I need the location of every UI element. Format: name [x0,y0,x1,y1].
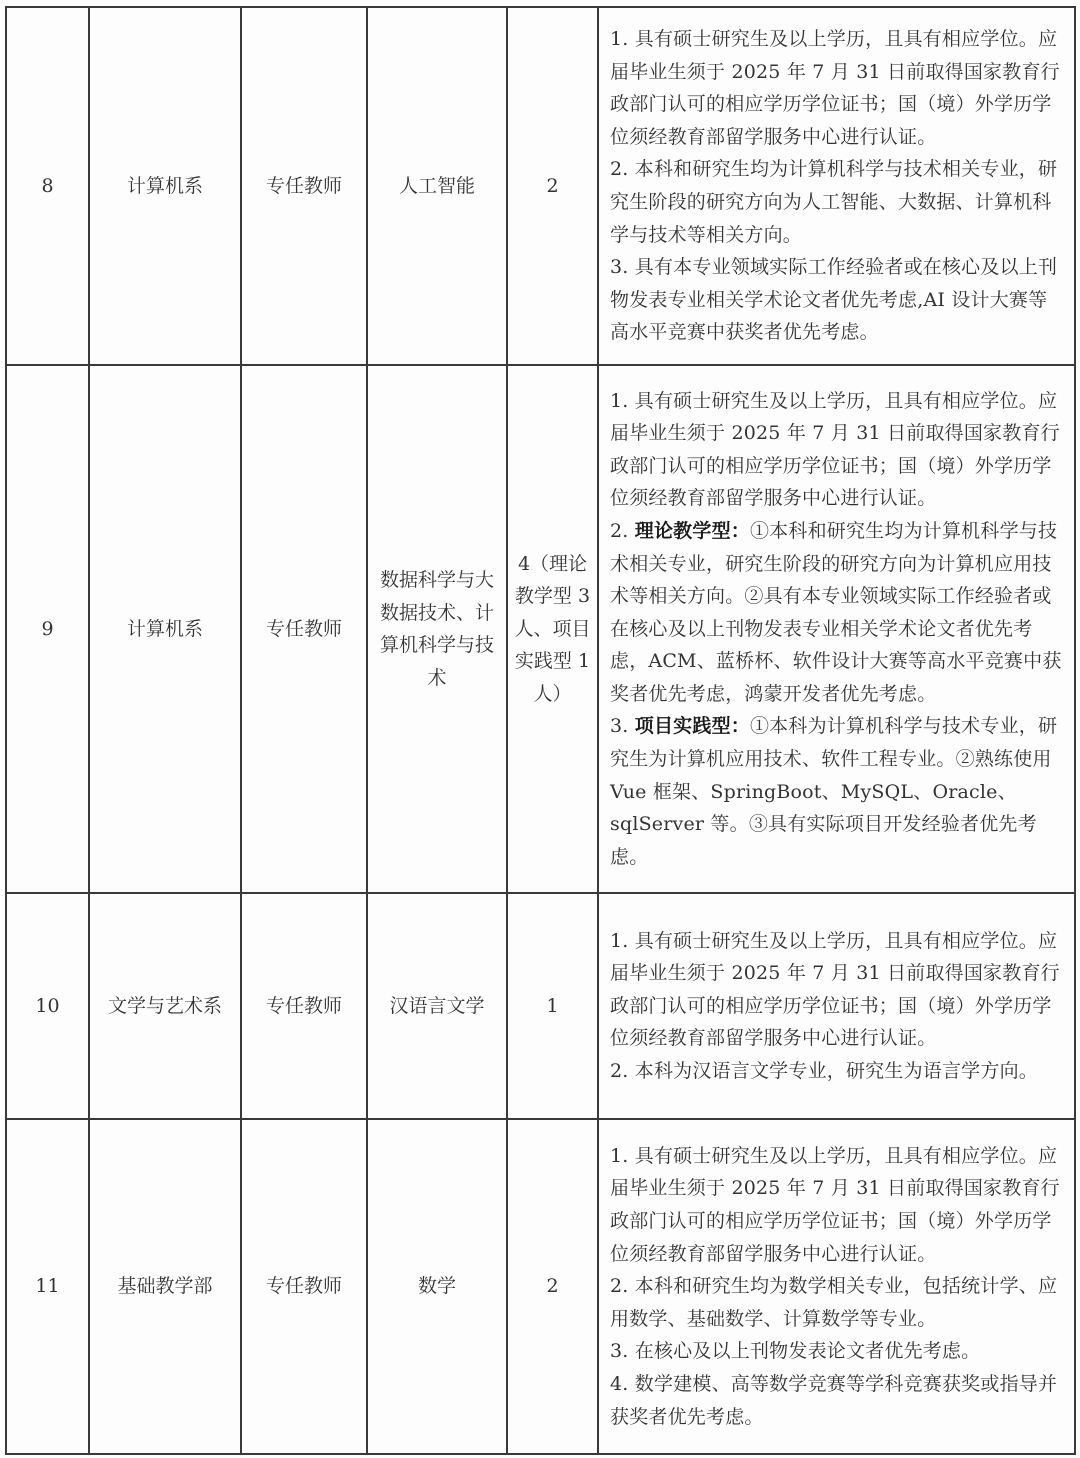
position-cell: 专任教师 [241,1119,367,1454]
row-number: 11 [6,1119,89,1454]
requirement-item: 1. 具有硕士研究生及以上学历，且具有相应学位。应届毕业生须于 2025 年 7 月 31 日前取得国家教育行政部门认可的相应学历学位证书；国（境）外学历学位须经教育部留学服务中心进行认证。 [610,28,1060,148]
requirement-item: 1. 具有硕士研究生及以上学历，且具有相应学位。应届毕业生须于 2025 年 7 月 31 日前取得国家教育行政部门认可的相应学历学位证书；国（境）外学历学位须经教育部留学服务中心进行认证。 [610,1144,1060,1265]
requirements-cell [598,7,1075,365]
row-number: 8 [6,7,89,365]
count-cell: 2 [507,7,598,365]
requirement-text: ①本科和研究生均为计算机科学与技术相关专业，研究生阶段的研究方向为计算机应用技术等相关方向。②具有本专业领域实际工作经验者或在核心及以上刊物发表专业相关学术论文者优先考虑，ACM、蓝桥杯、软件设计大赛等高水平竞赛中获奖者优先考虑，鸿蒙开发者优先考虑。 [610,519,1062,705]
requirement-item: 4. 数学建模、高等数学竞赛等学科竞赛获奖或指导并获奖者优先考虑。 [610,1372,1058,1428]
requirement-prefix: 2. [610,519,635,542]
requirements-cell [598,365,1075,893]
department-cell: 基础教学部 [89,1119,241,1454]
department-cell: 计算机系 [89,7,241,365]
requirement-type-label: 项目实践型： [634,715,750,738]
table-row [6,893,1075,1119]
row-number: 10 [6,893,89,1119]
requirement-item: 2. 本科为汉语言文学专业，研究生为语言学方向。 [610,1059,1038,1082]
position-cell: 专任教师 [241,893,367,1119]
requirement-item [610,710,1066,873]
department-cell: 文学与艺术系 [89,893,241,1119]
count-cell: 1 [507,893,598,1119]
requirement-text: ①本科为计算机科学与技术专业，研究生为计算机应用技术、软件工程专业。②熟练使用 Vue 框架、SpringBoot、MySQL、Oracle、sqlServer 等。③具有实际项目开发经验者优先考虑。 [610,715,1058,868]
requirement-item: 2. 本科和研究生均为计算机科学与技术相关专业，研究生阶段的研究方向为人工智能、大数据、计算机科学与技术等相关方向。 [610,158,1058,246]
requirements-cell [598,893,1075,1119]
requirements-cell [598,1119,1075,1454]
table-row [6,365,1075,893]
department-cell: 计算机系 [89,365,241,893]
position-cell: 专任教师 [241,365,367,893]
count-cell: 4（理论教学型 3 人、项目实践型 1 人） [507,365,598,893]
table-row [6,7,1075,365]
requirement-prefix: 3. [610,715,635,738]
position-cell: 专任教师 [241,7,367,365]
requirement-item: 3. 在核心及以上刊物发表论文者优先考虑。 [610,1340,981,1363]
requirement-item: 1. 具有硕士研究生及以上学历，且具有相应学位。应届毕业生须于 2025 年 7 月 31 日前取得国家教育行政部门认可的相应学历学位证书；国（境）外学历学位须经教育部留学服务中心进行认证。 [610,929,1060,1050]
requirement-item: 1. 具有硕士研究生及以上学历，且具有相应学位。应届毕业生须于 2025 年 7 月 31 日前取得国家教育行政部门认可的相应学历学位证书；国（境）外学历学位须经教育部留学服务中心进行认证。 [610,389,1060,510]
major-cell: 汉语言文学 [367,893,507,1119]
recruitment-table [5,6,1076,1455]
count-cell: 2 [507,1119,598,1454]
major-cell: 人工智能 [367,7,507,365]
requirement-item: 2. 本科和研究生均为数学相关专业，包括统计学、应用数学、基础数学、计算数学等专业。 [610,1275,1058,1330]
major-cell: 数学 [367,1119,507,1454]
requirement-item [610,515,1066,711]
table-row [6,1119,1075,1454]
requirement-item: 3. 具有本专业领域实际工作经验者或在核心及以上刊物发表专业相关学术论文者优先考虑,AI 设计大赛等高水平竞赛中获奖者优先考虑。 [610,256,1058,344]
major-cell: 数据科学与大数据技术、计算机科学与技术 [367,365,507,893]
requirement-type-label: 理论教学型： [634,519,750,542]
row-number: 9 [6,365,89,893]
